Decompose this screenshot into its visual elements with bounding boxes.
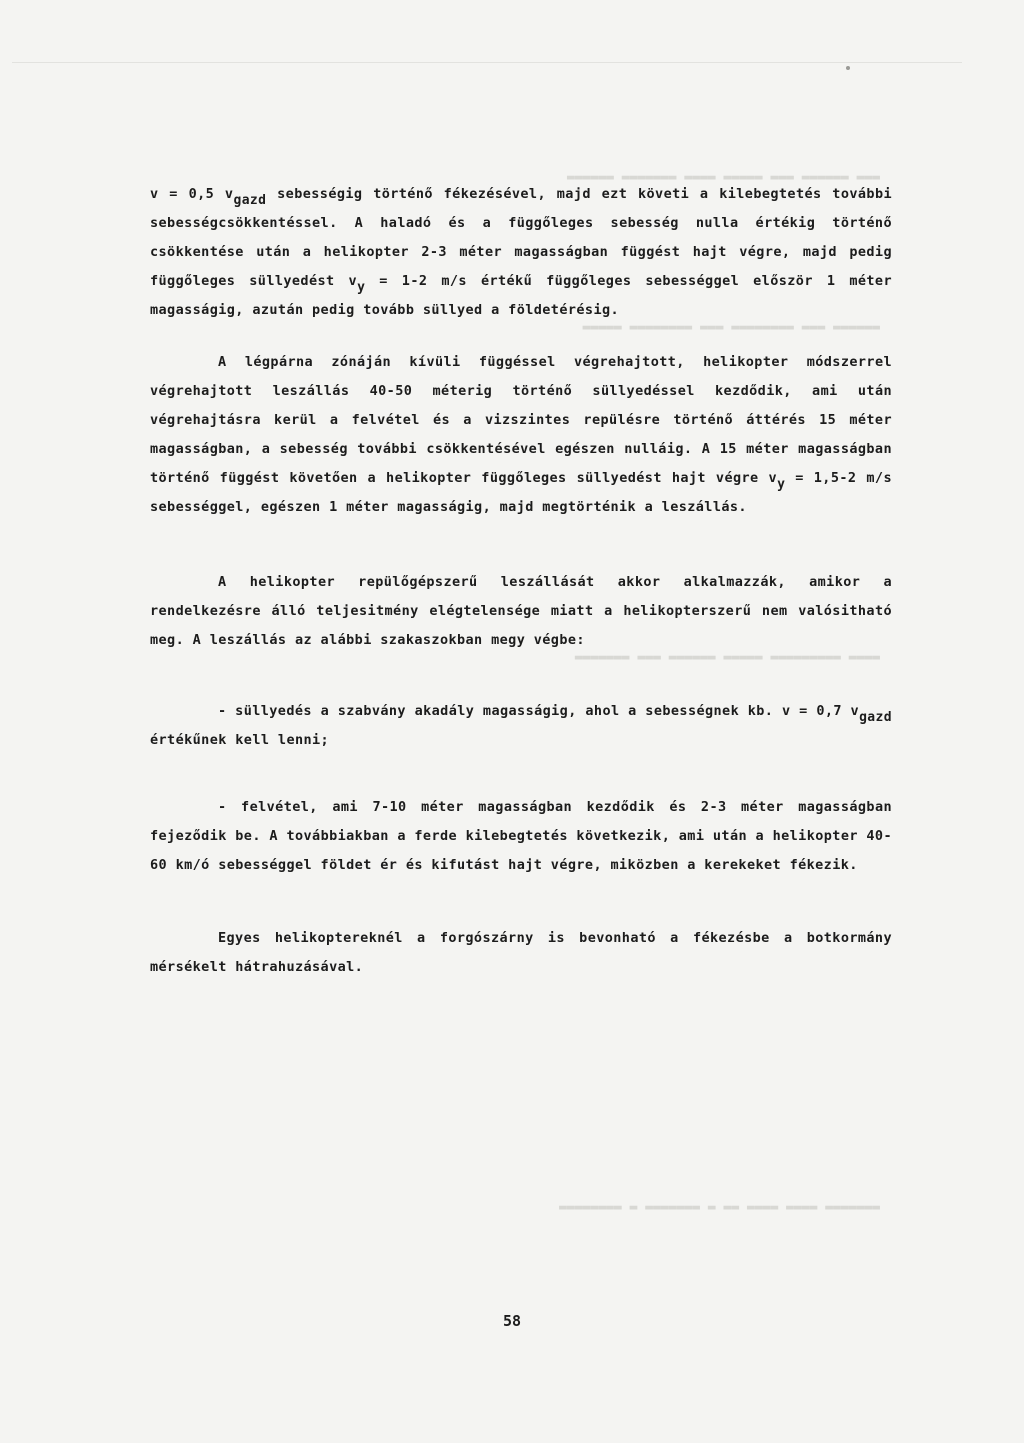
- paragraph: [150, 924, 892, 982]
- document-body: [150, 180, 892, 982]
- bleed-through-shadow: ▬▬▬▬ ▬▬▬▬▬▬▬▬▬ ▬▬▬▬▬ ▬▬▬▬▬▬ ▬▬▬ ▬▬▬▬▬▬▬: [574, 650, 880, 665]
- text-run: - süllyedés a szabvány akadály magasságig, ahol a sebességnek kb. v = 0,7 v: [218, 703, 860, 719]
- paragraph: [150, 697, 892, 755]
- text-run: - felvétel, ami 7-10 méter magasságban kezdődik és 2-3 méter magasságban fejeződik be. A továbbiakban a ferde kilebegtetés következik, ami után a helikopter 40-60 km/ó sebességgel földet ér és kifutást hajt végre, miközben a kerekeket fékezik.: [150, 799, 892, 873]
- subscript: y: [357, 280, 366, 295]
- bleed-through-shadow: ▬▬▬ ▬▬▬▬▬▬ ▬▬▬ ▬▬▬▬▬ ▬▬▬▬ ▬▬▬▬▬▬▬ ▬▬▬▬▬▬: [566, 170, 880, 185]
- page-number: 58: [502, 1312, 522, 1330]
- paragraph: [150, 348, 892, 522]
- text-run: A helikopter repülőgépszerű leszállását akkor alkalmazzák, amikor a rendelkezésre álló teljesitmény elégtelensége miatt a helikopterszerű nem valósitható meg. A leszállás az alábbi szakaszokban megy végbe:: [150, 574, 892, 648]
- text-run: A légpárna zónáján kívüli függéssel végrehajtott, helikopter módszerrel végrehajtott leszállás 40-50 méterig történő süllyedéssel kezdődik, ami után végrehajtásra kerül a felvétel és a vizszintes repülésre történő áttérés 15 méter magasságban, a sebesség további csökkentésével egészen nulláig. A 15 méter magasságban történő függést követően a helikopter függőleges süllyedést hajt végre v: [150, 354, 892, 486]
- bleed-through-shadow: ▬▬▬▬▬▬ ▬▬▬ ▬▬▬▬▬▬▬▬ ▬▬▬ ▬▬▬▬▬▬▬▬ ▬▬▬▬▬: [582, 320, 880, 335]
- paragraph: [150, 793, 892, 880]
- paragraph: [150, 568, 892, 655]
- subscript: y: [777, 477, 786, 492]
- text-run: = 1-2 m/s értékű függőleges sebességgel először 1 méter magasságig, azután pedig tovább süllyed a földetérésig.: [150, 273, 892, 318]
- text-run: Egyes helikoptereknél a forgószárny is bevonható a fékezésbe a botkormány mérsékelt hátrahuzásával.: [150, 930, 892, 975]
- text-run: = 1,5-2 m/s sebességgel, egészen 1 méter magasságig, majd megtörténik a leszállás.: [150, 470, 892, 515]
- page-edge-line: [12, 62, 962, 63]
- paragraph: [150, 180, 892, 325]
- text-run: értékűnek kell lenni;: [150, 732, 330, 748]
- subscript: gazd: [859, 710, 892, 725]
- subscript: gazd: [233, 193, 267, 208]
- scan-speck: [846, 66, 850, 70]
- text-run: sebességig történő fékezésével, majd ezt követi a kilebegtetés további sebességcsökkentéssel. A haladó és a függőleges sebesség nulla értékig történő csökkentése után a helikopter 2-3 méter magasságban függést hajt végre, majd pedig függőleges süllyedést v: [150, 186, 893, 289]
- bleed-through-shadow: ▬▬▬▬▬▬▬ ▬▬▬▬ ▬▬▬▬ ▬▬ ▬ ▬▬▬▬▬▬▬ ▬ ▬▬▬▬▬▬▬▬: [559, 1200, 880, 1215]
- text-run: v = 0,5 v: [150, 186, 234, 202]
